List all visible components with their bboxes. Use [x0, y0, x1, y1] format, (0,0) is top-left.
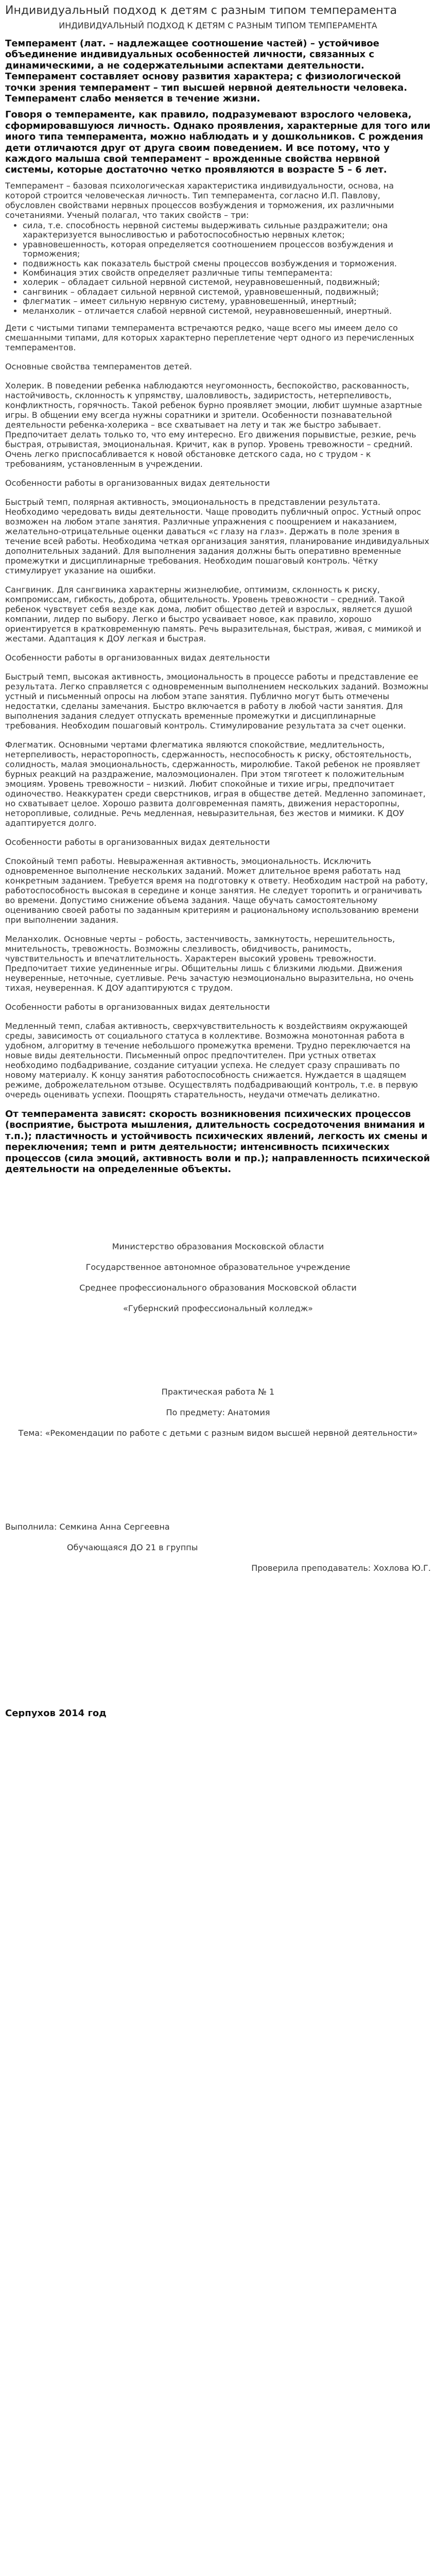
- phlegmatic-paragraph: Флегматик. Основными чертами флегматика являются спокойствие, медлительность, нетерпеливость, нерасторопность, сдержанность, неспособность к риску, обстоятельность, солидность, малая эмоциональность, сдержанность, миролюбие. Такой ребенок не проявляет бурных реакций на раздражение, малоэмоционален. При этом тяготеет к положительным эмоциям. Уровень тревожности – низкий. Любит спокойные и тихие игры, предпочитает одиночество. Неаккуратен среди сверстников, играя в обществе детей. Медленно запоминает, но схватывает целое. Хорошо развита долговременная память, движения нерасторопны, неторопливые, солидные. Речь медленная, невыразительная, без жестов и мимики. К ДОУ адаптируется долго.: [5, 739, 426, 828]
- types-heading: Основные свойства темпераментов детей.: [5, 361, 192, 371]
- blank-space: [5, 1180, 431, 1242]
- document-heading: ИНДИВИДУАЛЬНЫЙ ПОДХОД К ДЕТЯМ С РАЗНЫМ ТИПОМ ТЕМПЕРАМЕНТА: [59, 21, 377, 30]
- work-name: Практическая работа № 1: [161, 1387, 275, 1397]
- sanguine-paragraph: Сангвиник. Для сангвиника характерны жизнелюбие, оптимизм, склонность к риску, компромиссам, гибкость, доброта, общительность. Уровень тревожности – средний. Такой ребенок чувствует себя везде как дома, любит общество детей и взрослых, является душой компании, лидер по выбору. Легко и быстро усваивает новое, как правило, хорошо ориентируется в кратковременную память. Речь выразительная, быстрая, живая, с мимикой и жестами. Адаптация к ДОУ легкая и быстрая.: [5, 584, 422, 643]
- blank-space: [5, 1450, 431, 1522]
- melancholic-paragraph: Меланхолик. Основные черты – робость, застенчивость, замкнутость, нерешительность, мнительность, тревожность. Возможны слезливость, обидчивость, ранимость, чувствительность и впечатлительность. Характерен высокий уровень тревожности. Предпочитает тихие уединенные игры. Общительны лишь с близкими людьми. Движения неуверенные, неточные, суетливые. Речь зачастую неэмоционально выразительна, но очень тихая, неуверенная. К ДОУ адаптируются с трудом.: [5, 934, 414, 993]
- student-group: Обучающаяся ДО 21 в группы: [67, 1543, 198, 1553]
- line-gap: [5, 1418, 431, 1428]
- title-page-work: [5, 1387, 431, 1438]
- blank-space: [5, 1573, 431, 1707]
- subject-line: По предмету: Анатомия: [166, 1408, 270, 1418]
- mixed-types-paragraph: Дети с чистыми типами темперамента встречаются редко, чаще всего мы имеем дело со смешанными типами, для которых характерно переплетение черт одного из перечисленных темпераментов.: [5, 323, 414, 352]
- sanguine-work-heading: Особенности работы в организованных видах деятельности: [5, 652, 270, 663]
- line-gap: [5, 1273, 431, 1283]
- phlegmatic-work-heading: Особенности работы в организованных видах деятельности: [5, 837, 270, 847]
- list-item: • сангвиник – обладает сильной нервной системой, уравновешенный, подвижный;: [23, 287, 431, 297]
- list-item: • холерик – обладает сильной нервной системой, неуравновешенный, подвижный;: [23, 278, 431, 287]
- list-item: • уравновешенность, которая определяется соотношением процессов возбуждения и торможения;: [23, 240, 431, 259]
- college-line: «Губернский профессиональный колледж»: [123, 1303, 313, 1314]
- line-gap: [5, 1553, 431, 1563]
- ministry-line: Министерство образования Московской области: [112, 1242, 324, 1252]
- list-item: • Комбинация этих свойств определяет различные типы темперамента:: [23, 268, 431, 278]
- line-gap: [5, 1532, 431, 1543]
- sanguine-work-paragraph: Быстрый темп, высокая активность, эмоциональность в процессе работы и представление ее результата. Легко справляется с одновременным выполнением нескольких заданий. Возможны устный и письменный опросы на любом этапе занятия. Публично могут быть отмечены недостатки, сделаны замечания. Быстро включается в работу в любой части занятия. Для выполнения задания следует отпускать временные промежутки и дисциплинарные требования. Необходим пошаговый контроль. Стимулирование результата за счет оценки.: [5, 671, 428, 731]
- page-title: Индивидуальный подход к детям с разным типом темперамента: [5, 4, 397, 17]
- list-item: • меланхолик – отличается слабой нервной системой, неуравновешенный, инертный.: [23, 307, 431, 316]
- melancholic-work-paragraph: Медленный темп, слабая активность, сверхчувствительность к воздействиям окружающей среды, зависимость от социального статуса в коллективе. Возможна монотонная работа в удобном, алгоритму в течение небольшого промежутка времени. Трудно переключается на новые виды деятельности. Письменный опрос предпочтителен. При устных ответах необходимо подбадривание, создание ситуации успеха. Не следует сразу спрашивать по новому материалу. К концу занятия работоспособность снижается. Нуждается в щадящем режиме, доброжелательном отзыве. Осуществлять подбадривающий контроль, т.е. в первую очередь оценивать успехи. Поощрять старательность, неудачи отмечать деликатно.: [5, 1021, 418, 1099]
- title-page-header: [5, 1242, 431, 1314]
- city-year: Серпухов 2014 год: [5, 1708, 107, 1719]
- phlegmatic-work-paragraph: Спокойный темп работы. Невыраженная активность, эмоциональность. Исключить одновременное выполнение нескольких заданий. Может длительное время работать над конкретным заданием. Требуется время на подготовку к ответу. Необходим настрой на работу, работоспособность высокая в середине и конце занятия. Не следует торопить и ограничивать во времени. Допустимо снижение объема задания. Чаще обучать самостоятельному оцениванию своей работы по заданным критериям и рациональному использованию времени при выполнении задания.: [5, 856, 428, 925]
- line-gap: [5, 1397, 431, 1408]
- checked-by: Проверила преподаватель: Хохлова Ю.Г.: [251, 1563, 431, 1573]
- intro-definition: Темперамент (лат. – надлежащее соотношение частей) – устойчивое объединение индивидуальных особенностей личности, связанных с динамическими, а не содержательными аспектами деятельности. Темперамент составляет основу развития характера; с физиологической точки зрения темперамент – тип высшей нервной деятельности человека. Темперамент слабо меняется в течение жизни.: [5, 38, 408, 105]
- list-item: • флегматик – имеет сильную нервную систему, уравновешенный, инертный;: [23, 297, 431, 306]
- line-gap: [5, 1252, 431, 1262]
- properties-list: [23, 221, 431, 316]
- choleric-work-paragraph: Быстрый темп, полярная активность, эмоциональность в представлении результата. Необходимо чередовать виды деятельности. Чаще проводить публичный опрос. Устный опрос возможен на любом этапе занятия. Различные упражнения с поощрением и наказанием, желательно-отрицательные оценки даваться «с глазу на глаз». Держать в поле зрения в течение всей работы. Необходима четкая организация занятия, планирование индивидуальных дополнительных заданий. Для выполнения задания должны быть оперативно временные промежутки и дисциплинарные требования. Необходим пошаговый контроль. Чётку стимулирует указание на ошибки.: [5, 497, 429, 575]
- topic-line: Тема: «Рекомендации по работе с детьми с разным видом высшей нервной деятельности»: [18, 1428, 418, 1438]
- melancholic-work-heading: Особенности работы в организованных видах деятельности: [5, 1002, 270, 1012]
- line-gap: [5, 1293, 431, 1303]
- institution-line-1: Государственное автономное образовательное учреждение: [85, 1262, 351, 1273]
- list-item: • подвижность как показатель быстрой смены процессов возбуждения и торможения.: [23, 259, 431, 268]
- intro-children: Говоря о темпераменте, как правило, подразумевают взрослого человека, сформировавшуюся личность. Однако проявления, характерные для того или иного типа темперамента, можно наблюдать и у дошкольников. С рождения дети отличаются друг от друга своим поведением. И все потому, что у каждого малыша свой темперамент – врожденные свойства нервной системы, которые достаточно четко проявляются в возрасте 5 – 6 лет.: [5, 109, 431, 176]
- choleric-paragraph: Холерик. В поведении ребенка наблюдаются неугомонность, беспокойство, раскованность, настойчивость, склонность к упрямству, шаловливость, задиристость, нетерпеливость, конфликтность, горячность. Такой ребенок бурно проявляет эмоции, любит шумные азартные игры. В общении ему всегда нужны соратники и зрители. Особенности познавательной деятельности ребенка-холерика – все схватывает на лету и так же быстро забывает. Предпочитает делать только то, что ему интересно. Его движения порывистые, резкие, речь быстрая, отрывистая, эмоциональная. Кричит, как в рупор. Уровень тревожности – средний. Очень легко приспосабливается к новой обстановке детского сада, но с трудом - к требованиям, установленным в учреждении.: [5, 380, 422, 469]
- institution-line-2: Среднее профессионального образования Московской области: [79, 1283, 357, 1293]
- title-page-signatures: [5, 1522, 431, 1573]
- choleric-work-heading: Особенности работы в организованных видах деятельности: [5, 478, 270, 488]
- blank-space: [5, 1325, 431, 1387]
- list-item: • сила, т.е. способность нервной системы выдерживать сильные раздражители; она характеризуется выносливостью и работоспособностью нервных клеток;: [23, 221, 431, 240]
- base-paragraph: Темперамент – базовая психологическая характеристика индивидуальности, основа, на которой строится человеческая личность. Тип темперамента, согласно И.П. Павлову, обусловлен свойствами нервных процессов возбуждения и торможения, их различными сочетаниями. Ученый полагал, что таких свойств – три:: [5, 180, 394, 220]
- conclusion-paragraph: От темперамента зависят: скорость возникновения психических процессов (восприятие, быстрота мышления, длительность сосредоточения внимания и т.п.); пластичность и устойчивость психических явлений, легкость их смены и переключения; темп и ритм деятельности; интенсивность психических процессов (сила эмоций, активность воли и пр.); направленность психической деятельности на определенные объекты.: [5, 1108, 430, 1175]
- performed-by: Выполнила: Семкина Анна Сергеевна: [5, 1522, 170, 1532]
